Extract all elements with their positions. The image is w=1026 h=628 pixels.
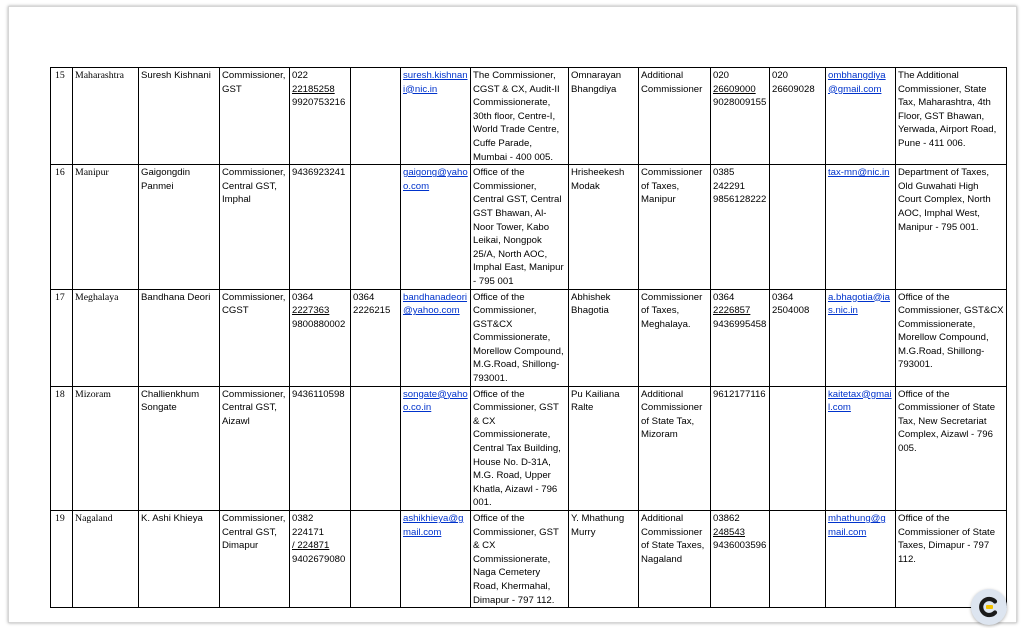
central-fax: 0364 2226215 xyxy=(351,289,401,386)
state-officer-designation: Additional Commissioner of State Taxes, Nagaland xyxy=(639,511,711,608)
phone-number: 9028009155 xyxy=(713,97,767,109)
phone-number: / 224871 xyxy=(292,540,330,552)
central-phone xyxy=(290,511,351,608)
state-fax: 020 26609028 xyxy=(770,68,826,165)
central-officer-designation: Commissioner, Central GST, Dimapur xyxy=(220,511,290,608)
central-email-link[interactable]: songate@yahoo.co.in xyxy=(403,388,468,414)
row-number: 15 xyxy=(51,68,73,165)
row-number: 18 xyxy=(51,386,73,510)
central-office-address: Office of the Commissioner, GST & CX Commissionerate, Naga Cemetery Road, Khermahal, Dimapur - 797 112. xyxy=(471,511,569,608)
central-officer-name: Gaigongdin Panmei xyxy=(139,165,220,289)
phone-number: 22185258 xyxy=(292,83,335,95)
central-fax xyxy=(351,511,401,608)
state-fax xyxy=(770,511,826,608)
central-phone xyxy=(290,165,351,289)
central-office-address: The Commissioner, CGST & CX, Audit-II Commissionerate, 30th floor, Centre-I, World Trade Centre, Cuffe Parade, Mumbai - 400 005. xyxy=(471,68,569,165)
central-officer-designation: Commissioner, CGST xyxy=(220,289,290,386)
state-email-link-cell xyxy=(826,68,896,165)
document-page xyxy=(8,6,1017,623)
phone-number: 9800880002 xyxy=(292,318,346,330)
phone-number: 0382 224171 xyxy=(292,513,325,538)
phone-number: 9436110598 xyxy=(292,388,345,400)
table-row xyxy=(51,511,1007,608)
central-fax xyxy=(351,68,401,165)
floating-app-button[interactable] xyxy=(971,589,1007,625)
central-fax xyxy=(351,386,401,510)
state-officer-name: Hrisheekesh Modak xyxy=(569,165,639,289)
state-email-link[interactable]: ombhangdiya@gmail.com xyxy=(828,70,886,95)
central-officer-designation: Commissioner, Central GST, Imphal xyxy=(220,165,290,289)
state-name: Maharashtra xyxy=(73,68,139,165)
phone-number: 9436923241 xyxy=(292,167,346,179)
phone-number: 2227363 xyxy=(292,305,330,317)
central-email-link[interactable]: ashikhieya@gmail.com xyxy=(403,513,464,538)
app-logo-icon xyxy=(977,595,1001,619)
phone-number: 0385 242291 xyxy=(713,167,746,192)
state-name: Manipur xyxy=(73,165,139,289)
row-number: 19 xyxy=(51,511,73,608)
state-office-address: The Additional Commissioner, State Tax, Maharashtra, 4th Floor, GST Bhawan, Yerwada, Airport Road, Pune - 411 006. xyxy=(896,68,1007,165)
state-email-link-cell xyxy=(826,511,896,608)
state-officer-name: Y. Mhathung Murry xyxy=(569,511,639,608)
state-officer-name: Abhishek Bhagotia xyxy=(569,289,639,386)
central-office-address: Office of the Commissioner, GST&CX Commissionerate, Morellow Compound, M.G.Road, Shillong-793001. xyxy=(471,289,569,386)
table-row xyxy=(51,68,1007,165)
state-officer-designation: Additional Commissioner xyxy=(639,68,711,165)
state-fax xyxy=(770,165,826,289)
state-email-link-cell xyxy=(826,386,896,510)
central-officer-designation: Commissioner, Central GST, Aizawl xyxy=(220,386,290,510)
central-email-link-cell xyxy=(401,165,471,289)
central-email-link-cell xyxy=(401,289,471,386)
state-officer-designation: Commissioner of Taxes, Manipur xyxy=(639,165,711,289)
state-email-link[interactable]: tax-mn@nic.in xyxy=(828,167,890,179)
state-name: Nagaland xyxy=(73,511,139,608)
phone-number: 9612177116 xyxy=(713,388,766,400)
central-officer-name: K. Ashi Khieya xyxy=(139,511,220,608)
state-fax xyxy=(770,386,826,510)
row-number: 17 xyxy=(51,289,73,386)
central-phone xyxy=(290,289,351,386)
central-email-link-cell xyxy=(401,386,471,510)
state-email-link[interactable]: a.bhagotia@ias.nic.in xyxy=(828,291,891,317)
phone-number: 9856128222 xyxy=(713,194,767,206)
central-phone xyxy=(290,386,351,510)
phone-number: 2226857 xyxy=(713,305,751,317)
phone-number: 022 xyxy=(292,70,309,81)
table-row xyxy=(51,165,1007,289)
central-phone xyxy=(290,68,351,165)
phone-number: 0364 xyxy=(292,291,314,303)
phone-number: 9402679080 xyxy=(292,553,346,565)
phone-number: 9436995458 xyxy=(713,318,767,330)
state-office-address: Office of the Commissioner of State Taxes, Dimapur - 797 112. xyxy=(896,511,1007,608)
central-fax xyxy=(351,165,401,289)
state-phone xyxy=(711,68,770,165)
state-phone xyxy=(711,511,770,608)
central-office-address: Office of the Commissioner, GST & CX Commissionerate, Central Tax Building, House No. D-31A, M.G. Road, Upper Khatla, Aizawl - 796 001. xyxy=(471,386,569,510)
state-phone xyxy=(711,165,770,289)
state-phone xyxy=(711,289,770,386)
state-office-address: Department of Taxes, Old Guwahati High Court Complex, North AOC, Imphal West, Manipur - 795 001. xyxy=(896,165,1007,289)
state-office-address: Office of the Commissioner of State Tax, New Secretariat Complex, Aizawl - 796 005. xyxy=(896,386,1007,510)
central-email-link[interactable]: bandhanadeori@yahoo.com xyxy=(403,291,468,317)
state-name: Meghalaya xyxy=(73,289,139,386)
phone-number: 03862 xyxy=(713,513,740,524)
phone-number: 9436003596 xyxy=(713,540,767,552)
state-officer-name: Omnarayan Bhangdiya xyxy=(569,68,639,165)
central-email-link-cell xyxy=(401,68,471,165)
state-fax: 0364 2504008 xyxy=(770,289,826,386)
gst-contacts-table xyxy=(50,67,1007,608)
central-email-link[interactable]: gaigong@yahoo.com xyxy=(403,167,468,192)
central-officer-name: Bandhana Deori xyxy=(139,289,220,386)
state-email-link[interactable]: mhathung@gmail.com xyxy=(828,513,886,538)
central-officer-designation: Commissioner, GST xyxy=(220,68,290,165)
state-officer-designation: Additional Commissioner of State Tax, Mizoram xyxy=(639,386,711,510)
state-officer-designation: Commissioner of Taxes, Meghalaya. xyxy=(639,289,711,386)
central-email-link[interactable]: suresh.kishnani@nic.in xyxy=(403,70,468,95)
state-officer-name: Pu Kailiana Ralte xyxy=(569,386,639,510)
phone-number: 9920753216 xyxy=(292,97,346,109)
state-email-link-cell xyxy=(826,165,896,289)
state-name: Mizoram xyxy=(73,386,139,510)
row-number: 16 xyxy=(51,165,73,289)
phone-number: 0364 xyxy=(713,291,735,303)
phone-number: 26609000 xyxy=(713,83,756,95)
table-row xyxy=(51,289,1007,386)
state-email-link[interactable]: kaitetax@gmail.com xyxy=(828,388,892,414)
central-officer-name: Challienkhum Songate xyxy=(139,386,220,510)
phone-number: 248543 xyxy=(713,526,746,538)
state-office-address: Office of the Commissioner, GST&CX Commissionerate, Morellow Compound, M.G.Road, Shillong-793001. xyxy=(896,289,1007,386)
state-email-link-cell xyxy=(826,289,896,386)
phone-number: 020 xyxy=(713,70,730,81)
central-email-link-cell xyxy=(401,511,471,608)
table-row xyxy=(51,386,1007,510)
state-phone xyxy=(711,386,770,510)
central-officer-name: Suresh Kishnani xyxy=(139,68,220,165)
central-office-address: Office of the Commissioner, Central GST, Central GST Bhawan, Al-Noor Tower, Kabo Leikai, Nongpok 25/A, North AOC, Imphal East, Manipur - 795 001 xyxy=(471,165,569,289)
